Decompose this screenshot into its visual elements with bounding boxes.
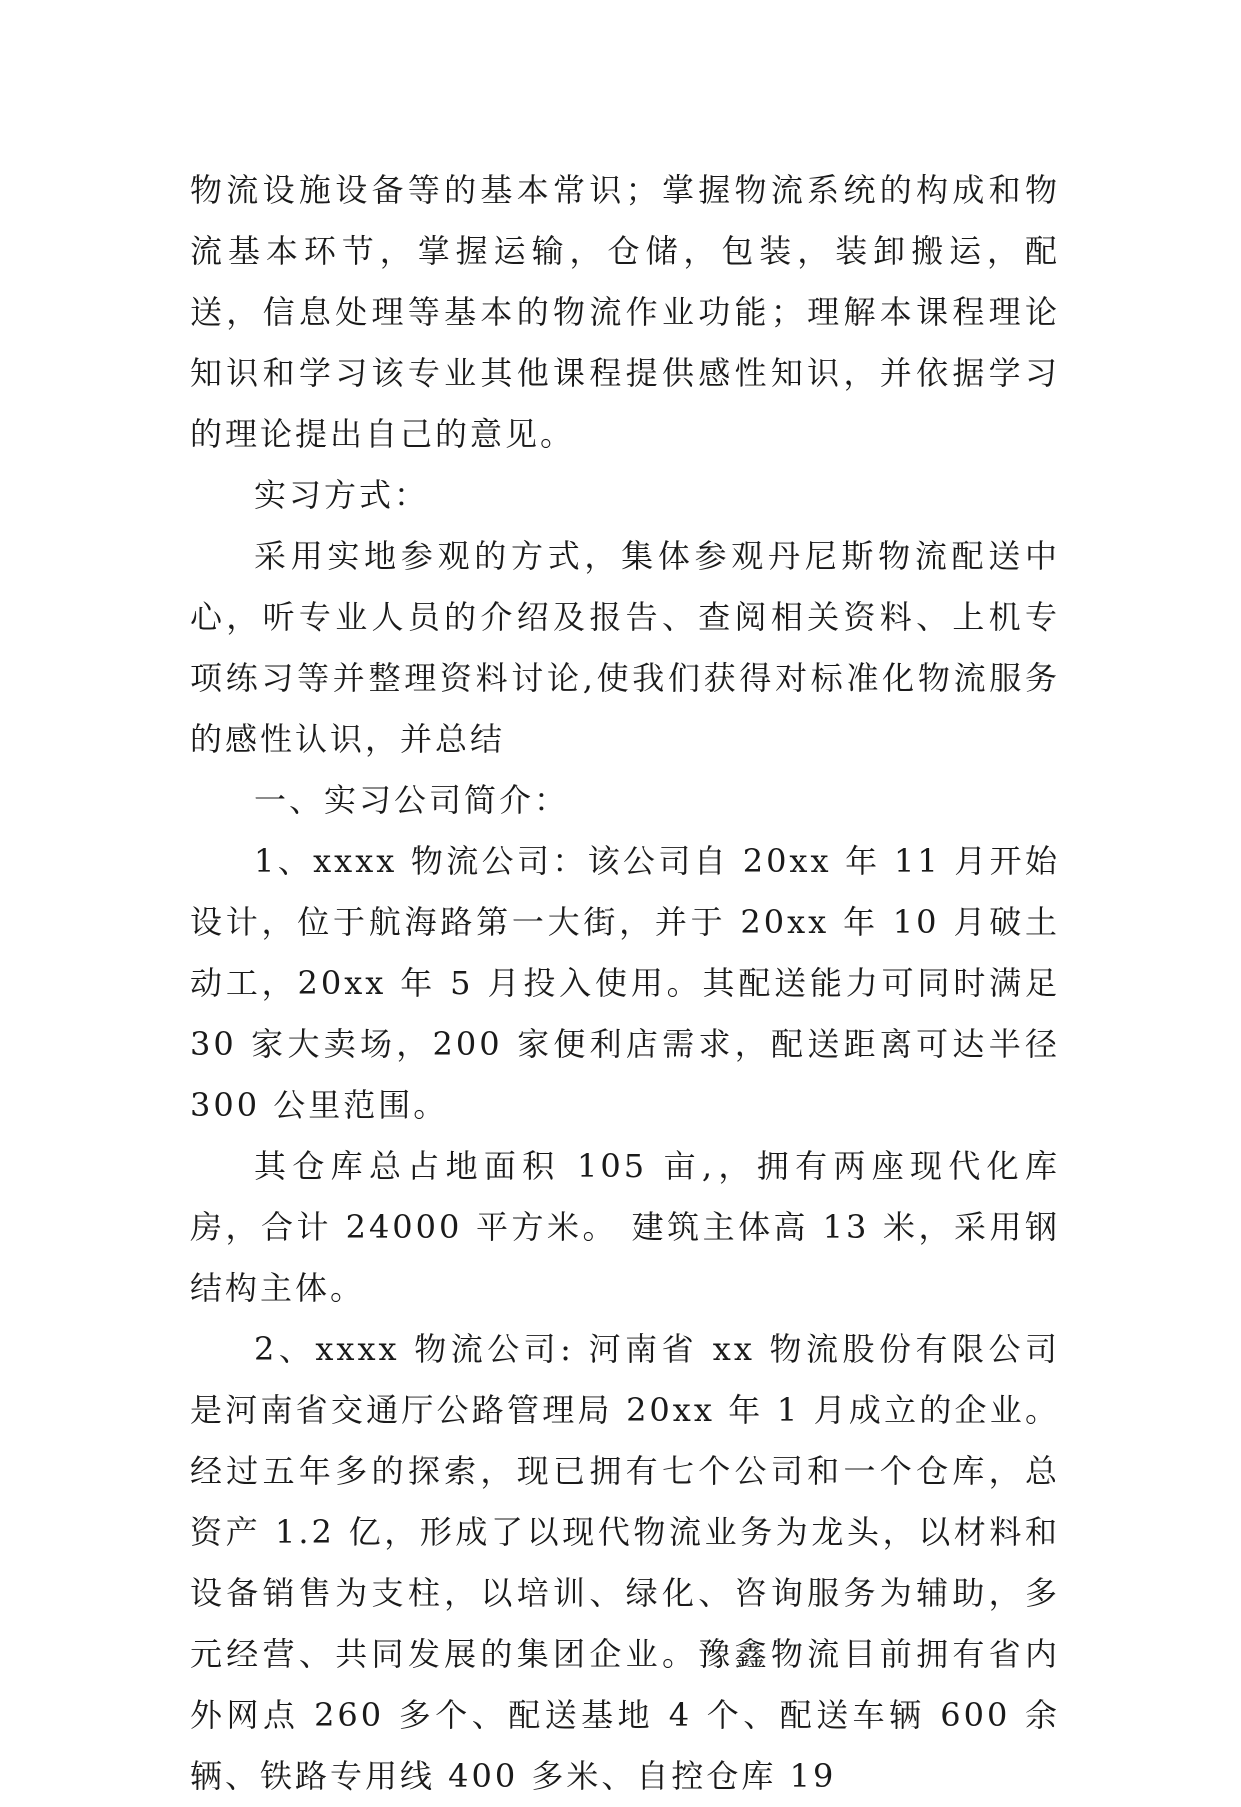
paragraph-1: 物流设施设备等的基本常识；掌握物流系统的构成和物流基本环节，掌握运输，仓储，包装，装卸搬运，配送，信息处理等基本的物流作业功能；理解本课程理论知识和学习该专业其他课程提供感性知识，并依据学习的理论提出自己的意见。 — [190, 171, 1060, 453]
paragraph-3: 采用实地参观的方式，集体参观丹尼斯物流配送中心，听专业人员的介绍及报告、查阅相关资料、上机专项练习等并整理资料讨论,使我们获得对标准化物流服务的感性认识，并总结 — [190, 537, 1060, 758]
document-page — [190, 160, 1060, 1807]
paragraph-7: 2、xxxx 物流公司: 河南省 xx 物流股份有限公司是河南省交通厅公路管理局 20xx 年 1 月成立的企业。经过五年多的探索，现已拥有七个公司和一个仓库，总资产 1.2 亿，形成了以现代物流业务为龙头，以材料和设备销售为支柱，以培训、绿化、咨询服务为辅助，多元经营、共同发展的集团企业。豫鑫物流目前拥有省内外网点 260 多个、配送基地 4 个、配送车辆 600 余辆、铁路专用线 400 多米、自控仓库 19 — [190, 1330, 1060, 1795]
paragraph-5: 1、xxxx 物流公司：该公司自 20xx 年 11 月开始设计，位于航海路第一大街，并于 20xx 年 10 月破土动工，20xx 年 5 月投入使用。其配送能力可同时满足 30 家大卖场，200 家便利店需求，配送距离可达半径 300 公里范围。 — [190, 842, 1060, 1124]
paragraph-4: 一、实习公司简介： — [254, 781, 570, 819]
paragraph-6: 其仓库总占地面积 105 亩,，拥有两座现代化库房，合计 24000 平方米。 建筑主体高 13 米，采用钢结构主体。 — [190, 1147, 1060, 1307]
paragraph-2: 实习方式： — [254, 476, 430, 514]
